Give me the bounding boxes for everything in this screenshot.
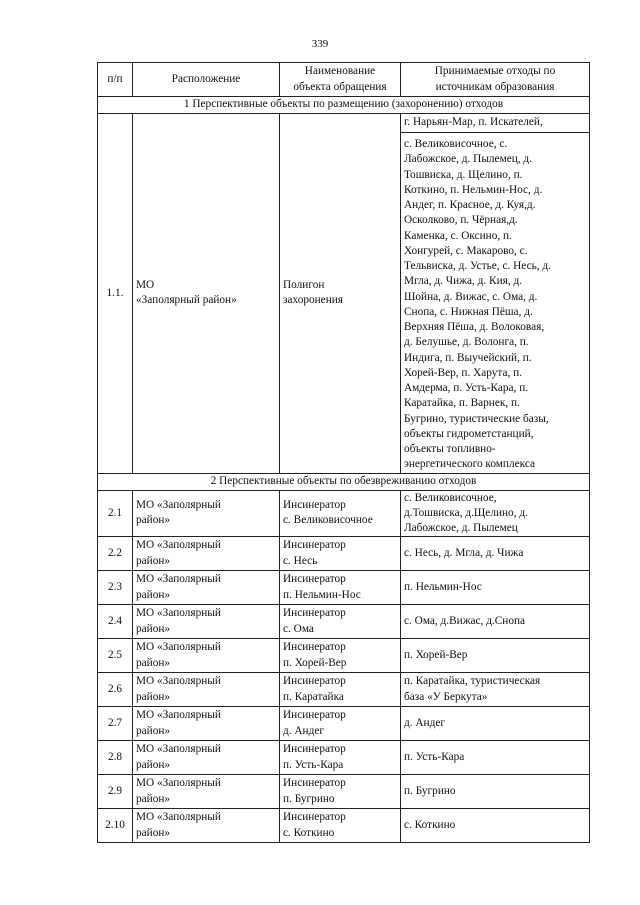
row-object-line1: Инсинератор (283, 743, 346, 756)
source-line: Коткино, п. Нельмин-Нос, д. (404, 183, 543, 196)
row-sources-list (404, 137, 586, 473)
header-object-line2: объекта обращения (293, 80, 387, 93)
header-location: Расположение (133, 63, 280, 97)
table-row (98, 707, 590, 741)
row-object (280, 809, 401, 843)
row-num: 2.1 (98, 490, 133, 536)
row-location (133, 639, 280, 673)
row-object-line1: Инсинератор (283, 777, 346, 790)
page-number: 339 (311, 38, 329, 50)
row-object-line2: с. Несь (283, 554, 318, 567)
row-location (133, 490, 280, 536)
row-object-line2: п. Нельмин-Нос (283, 588, 361, 601)
row-object-line2: п. Хорей-Вер (283, 656, 347, 669)
row-sources (401, 571, 590, 605)
source-line: Лабожское, д. Пылемец, д. (404, 153, 532, 166)
row-object-line1: Инсинератор (283, 539, 346, 552)
section-2-title-row (98, 473, 590, 490)
section-2-title: 2 Перспективные объекты по обезвреживанию отходов (98, 473, 590, 490)
table-row (98, 673, 590, 707)
header-sources-line1: Принимаемые отходы по (434, 65, 556, 78)
row-sources-line: п. Нельмин-Нос (404, 580, 482, 593)
section-1-title-row (98, 97, 590, 114)
row-num: 2.5 (98, 639, 133, 673)
row-object (280, 775, 401, 809)
row-sources-line: с. Несь, д. Мгла, д. Чижа (404, 546, 524, 559)
row-location-line1: МО «Заполярный (136, 641, 221, 654)
row-sources-line: п. Хорей-Вер (404, 648, 468, 661)
source-line: Хорей-Вер, п. Харута, п. (404, 366, 523, 379)
row-location-line2: район» (136, 656, 171, 669)
row-num: 2.7 (98, 707, 133, 741)
header-object (280, 63, 401, 97)
row-object-line2: д. Андег (283, 724, 324, 737)
row-object-line2: с. Ома (283, 622, 314, 635)
row-location-line1: МО «Заполярный (136, 777, 221, 790)
row-sources (401, 114, 590, 474)
row-sources (401, 809, 590, 843)
source-line: д. Белушье, д. Волонга, п. (404, 336, 529, 349)
row-location (133, 673, 280, 707)
row-object-line2: с. Великовисочное (283, 514, 373, 527)
row-location (133, 537, 280, 571)
row-object (280, 707, 401, 741)
row-location-line2: «Заполярный район» (136, 294, 237, 307)
row-sources (401, 639, 590, 673)
row-sources-line: Лабожское, д. Пылемец (404, 521, 518, 534)
row-location (133, 809, 280, 843)
row-object-line1: Инсинератор (283, 811, 346, 824)
row-sources (401, 605, 590, 639)
row-object-line1: Инсинератор (283, 675, 346, 688)
row-location-line2: район» (136, 514, 171, 527)
row-sources-line: п. Усть-Кара (404, 750, 465, 763)
source-line: Тельвиска, д. Устье, с. Несь, д. (404, 260, 551, 273)
row-object-line1: Инсинератор (283, 641, 346, 654)
row-object-line1: Инсинератор (283, 607, 346, 620)
row-sources (401, 775, 590, 809)
row-object (280, 537, 401, 571)
row-location (133, 775, 280, 809)
row-location-line1: МО «Заполярный (136, 539, 221, 552)
row-location-line2: район» (136, 792, 171, 805)
header-num: п/п (98, 63, 133, 97)
row-sources-line: п. Каратайка, туристическая (404, 675, 541, 688)
row-object-line2: с. Коткино (283, 826, 335, 839)
row-object-line2: п. Усть-Кара (283, 758, 344, 771)
source-line: Хонгурей, с. Макарово, с. (404, 244, 528, 257)
row-location-line1: МО «Заполярный (136, 675, 221, 688)
row-location (133, 707, 280, 741)
row-location (133, 605, 280, 639)
row-sources (401, 537, 590, 571)
table-row (98, 639, 590, 673)
row-sources-line: п. Бугрино (404, 784, 456, 797)
table-row (98, 490, 590, 536)
row-num: 2.10 (98, 809, 133, 843)
row-location-line2: район» (136, 622, 171, 635)
row-sources-line: д.Тошвиска, д.Щелино, д. (404, 506, 528, 519)
row-object (280, 639, 401, 673)
row-object-line2: п. Каратайка (283, 690, 344, 703)
row-location-line1: МО «Заполярный (136, 607, 221, 620)
table-row (98, 605, 590, 639)
row-num: 2.9 (98, 775, 133, 809)
source-line: Верхняя Пёша, д. Волоковая, (404, 321, 545, 334)
row-location-line2: район» (136, 826, 171, 839)
table-row (98, 537, 590, 571)
row-sources-line: с. Ома, д.Вижас, д.Снопа (404, 614, 526, 627)
row-object (280, 605, 401, 639)
row-object-line2: п. Бугрино (283, 792, 335, 805)
row-location (133, 571, 280, 605)
source-line: Бугрино, туристические базы, (404, 412, 549, 425)
row-object-line1: Инсинератор (283, 499, 346, 512)
table-row (98, 571, 590, 605)
table-row (98, 809, 590, 843)
row-sources (401, 490, 590, 536)
source-line: Андег, п. Красное, д. Куя,д. (404, 199, 536, 212)
row-sources-line: с. Коткино (404, 818, 456, 831)
row-location-line1: МО «Заполярный (136, 743, 221, 756)
source-line: с. Великовисочное, с. (404, 138, 508, 151)
row-location-line2: район» (136, 724, 171, 737)
row-num: 2.4 (98, 605, 133, 639)
source-line: объекты топливно- (404, 443, 496, 456)
source-line: Индига, п. Выучейский, п. (404, 351, 532, 364)
header-object-line1: Наименование (304, 65, 376, 78)
source-line: Снопа, с. Нижная Пёша, д. (404, 305, 533, 318)
table-row (98, 741, 590, 775)
row-location-line1: МО «Заполярный (136, 709, 221, 722)
waste-facilities-table (97, 62, 590, 843)
row-num: 2.6 (98, 673, 133, 707)
header-sources-line2: источникам образования (435, 80, 555, 93)
table-header-row (98, 63, 590, 97)
source-line: Мгла, д. Чижа, д. Кия, д. (404, 275, 523, 288)
row-location (133, 741, 280, 775)
row-object (280, 490, 401, 536)
table-row (98, 775, 590, 809)
row-num: 2.3 (98, 571, 133, 605)
row-location-line2: район» (136, 588, 171, 601)
row-object-line2: захоронения (283, 294, 343, 307)
row-location-line1: МО «Заполярный (136, 573, 221, 586)
row-sources-line: с. Великовисочное, (404, 491, 497, 504)
row-sources (401, 741, 590, 775)
row-sources-line: база «У Беркута» (404, 690, 488, 703)
row-location-line1: МО «Заполярный (136, 811, 221, 824)
row-num: 1.1. (98, 114, 133, 474)
row-object-line1: Инсинератор (283, 709, 346, 722)
header-sources (401, 63, 590, 97)
source-line: Амдерма, п. Усть-Кара, п. (404, 382, 529, 395)
row-object (280, 741, 401, 775)
source-line: Шойна, д. Вижас, с. Ома, д. (404, 290, 538, 303)
row-object-line1: Инсинератор (283, 573, 346, 586)
row-sources-first-line: г. Нарьян-Мар, п. Искателей, (400, 114, 590, 133)
row-object (280, 673, 401, 707)
row-location-line2: район» (136, 554, 171, 567)
row-object (280, 114, 401, 474)
row-object-line1: Полигон (283, 279, 325, 292)
source-line: Тошвиска, д. Щелино, п. (404, 168, 523, 181)
row-object (280, 571, 401, 605)
source-line: Каратайка, п. Варнек, п. (404, 397, 520, 410)
row-sources (401, 707, 590, 741)
row-sources-line: д. Андег (404, 716, 445, 729)
row-num: 2.2 (98, 537, 133, 571)
row-sources (401, 673, 590, 707)
table-row-1-1 (98, 114, 590, 474)
row-location (133, 114, 280, 474)
row-location-line2: район» (136, 690, 171, 703)
source-line: Осколково, п. Чёрная,д. (404, 214, 518, 227)
row-location-line1: МО «Заполярный (136, 499, 221, 512)
row-num: 2.8 (98, 741, 133, 775)
section-1-title: 1 Перспективные объекты по размещению (захоронению) отходов (98, 97, 590, 114)
source-line: объекты гидрометстанций, (404, 427, 534, 440)
source-line: энергетического комплекса (404, 458, 535, 471)
row-location-line1: МО (136, 279, 155, 292)
row-location-line2: район» (136, 758, 171, 771)
source-line: Каменка, с. Оксино, п. (404, 229, 512, 242)
